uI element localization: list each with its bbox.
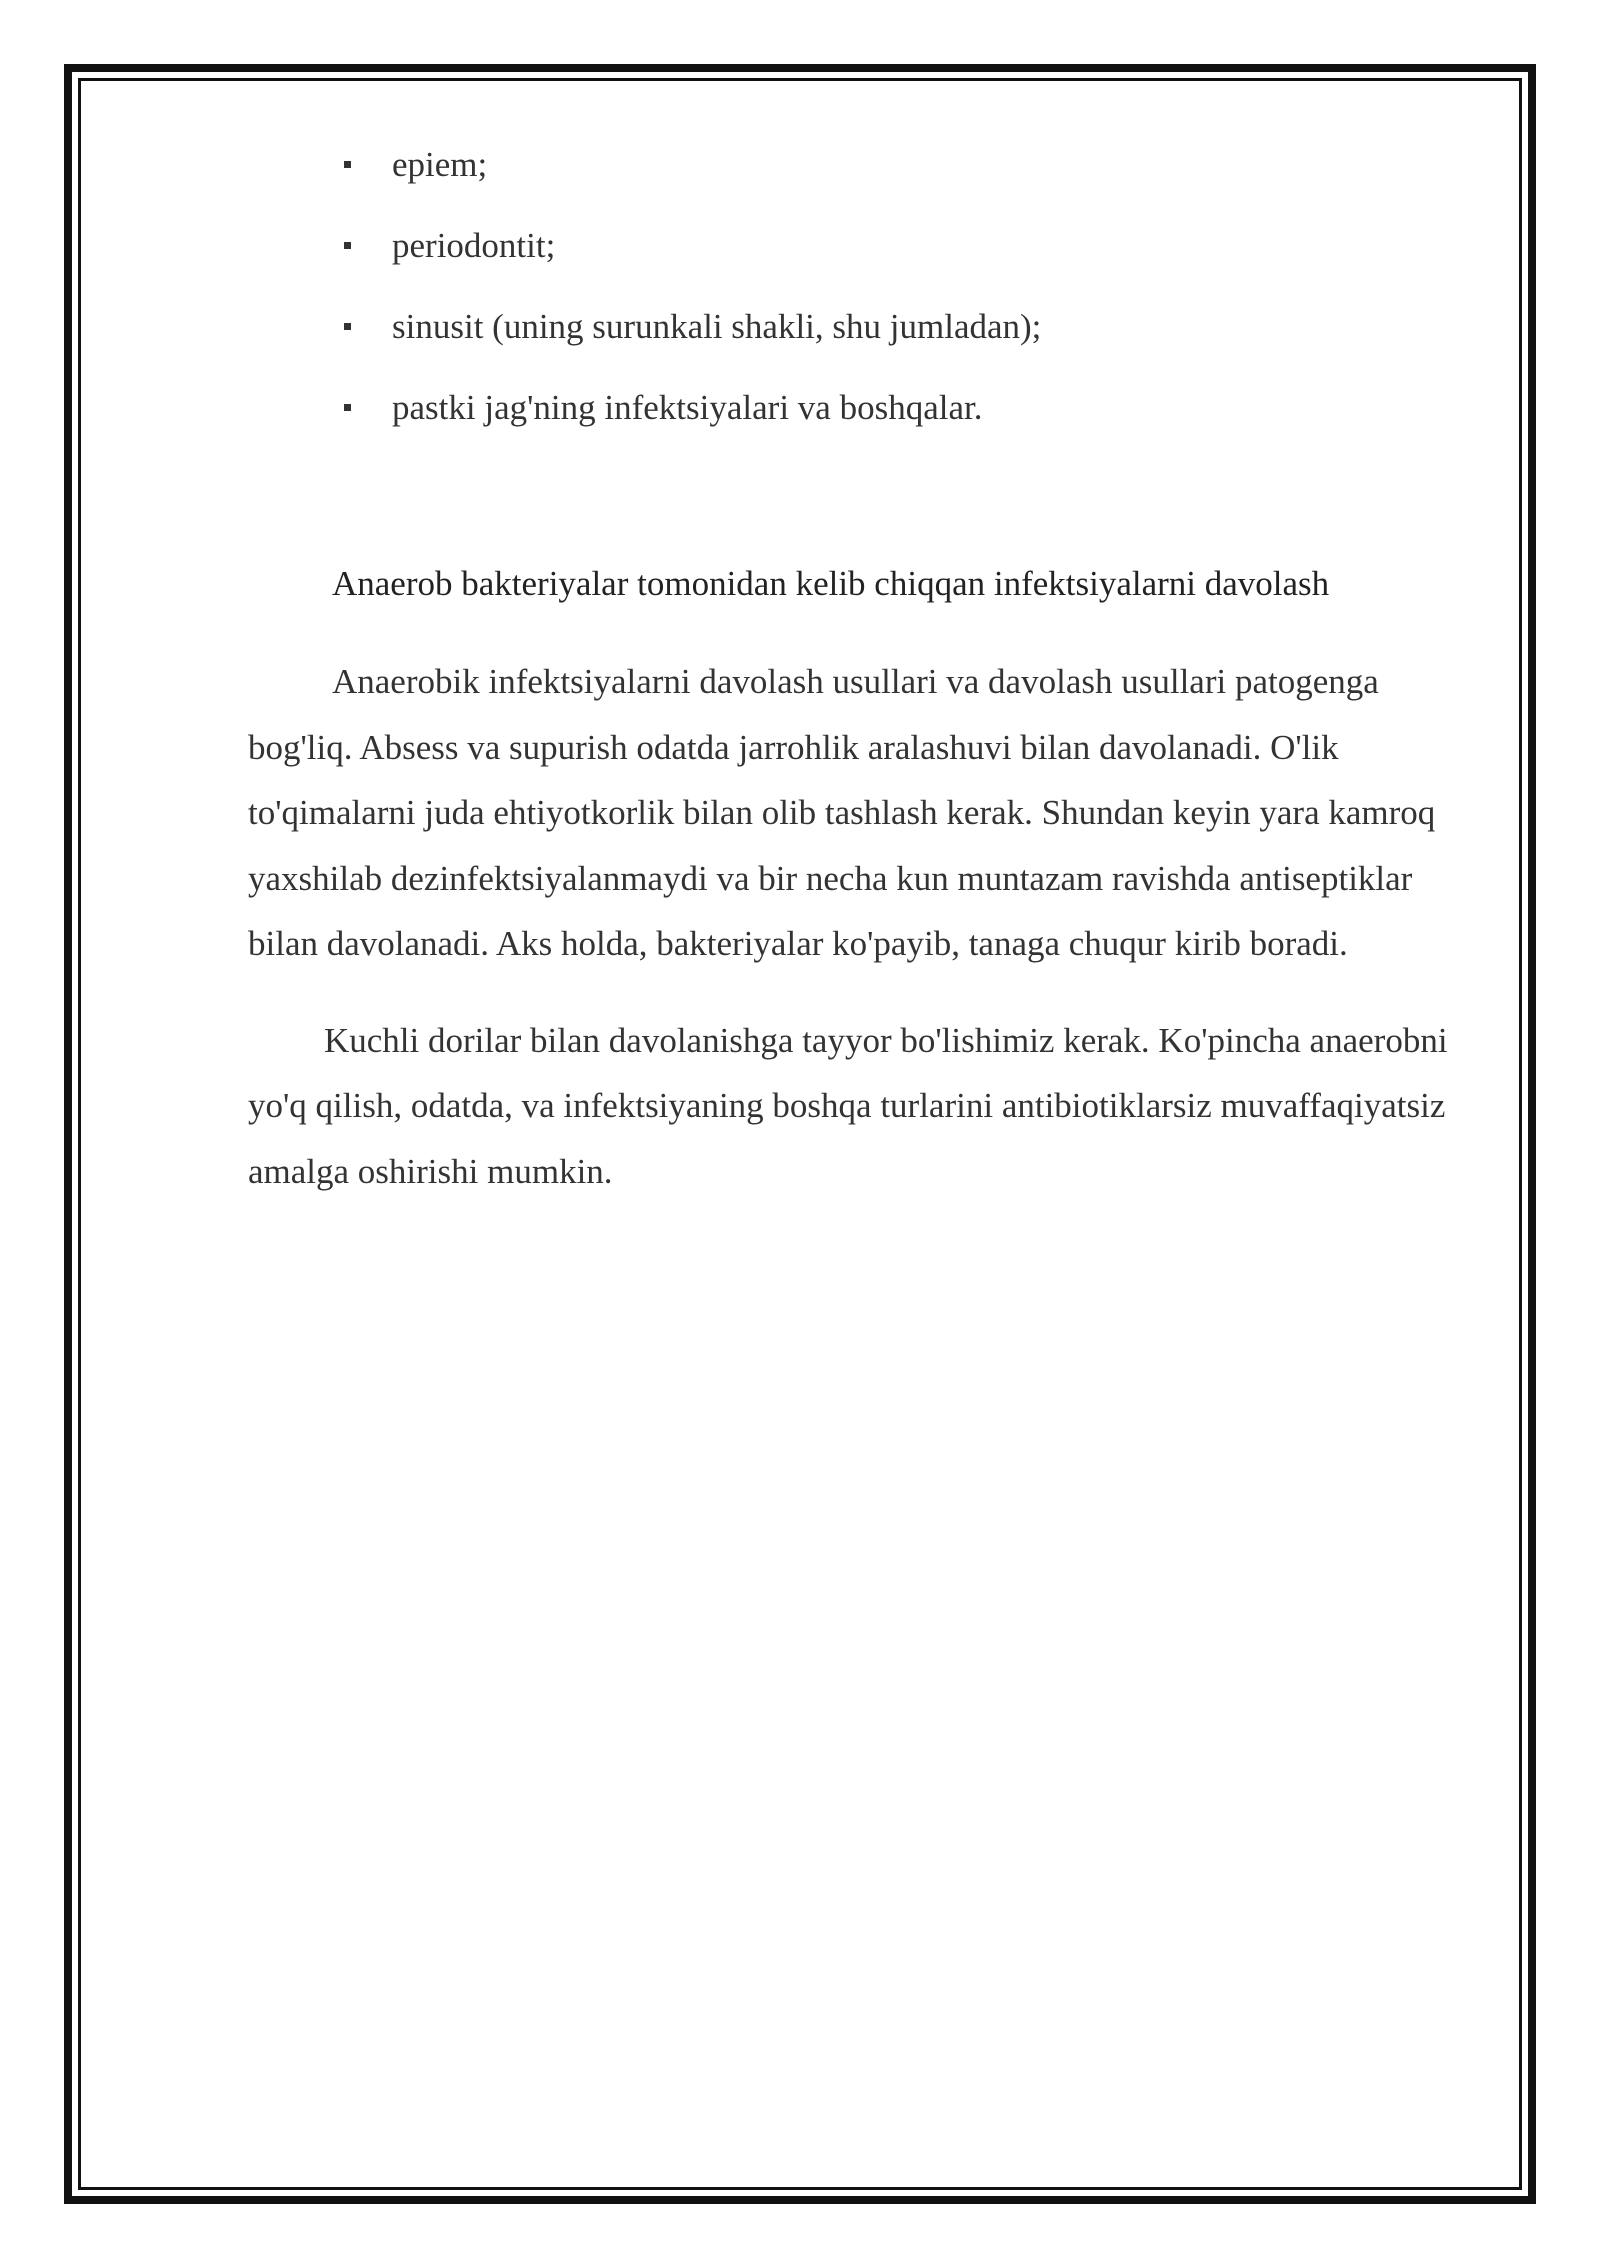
square-bullet-icon — [344, 242, 351, 249]
list-item — [344, 140, 1470, 190]
square-bullet-icon — [344, 161, 351, 168]
bullet-list — [248, 140, 1470, 433]
list-item-text: epiem; — [392, 145, 488, 184]
section-heading: Anaerob bakteriyalar tomonidan kelib chiqqan infektsiyalarni davolash — [332, 564, 1330, 603]
square-bullet-icon — [344, 404, 351, 411]
list-item — [344, 383, 1470, 433]
document-body — [248, 140, 1470, 1204]
list-item-text: pastki jag'ning infektsiyalari va boshqalar. — [392, 388, 983, 427]
paragraph: Kuchli dorilar bilan davolanishga tayyor bo'lishimiz kerak. Ko'pincha anaerobni yo'q qilish, odatda, va infektsiyaning boshqa turlarini antibiotiklarsiz muvaffaqiyatsiz amalga oshirishi mumkin. — [248, 1020, 1448, 1191]
square-bullet-icon — [344, 323, 351, 330]
list-item-text: sinusit (uning surunkali shakli, shu jumladan); — [392, 307, 1042, 346]
list-item — [344, 221, 1470, 271]
list-item — [344, 302, 1470, 352]
list-item-text: periodontit; — [392, 226, 556, 265]
paragraph: Anaerobik infektsiyalarni davolash usullari va davolash usullari patogenga bog'liq. Absess va supurish odatda jarrohlik aralashuvi bilan davolanadi. O'lik to'qimalarni juda ehtiyotkorlik bilan olib tashlash kerak. Shundan keyin yara kamroq yaxshilab dezinfektsiyalanmaydi va bir necha kun muntazam ravishda antiseptiklar bilan davolanadi. Aks holda, bakteriyalar ko'payib, tanaga chuqur kirib boradi. — [248, 662, 1436, 963]
